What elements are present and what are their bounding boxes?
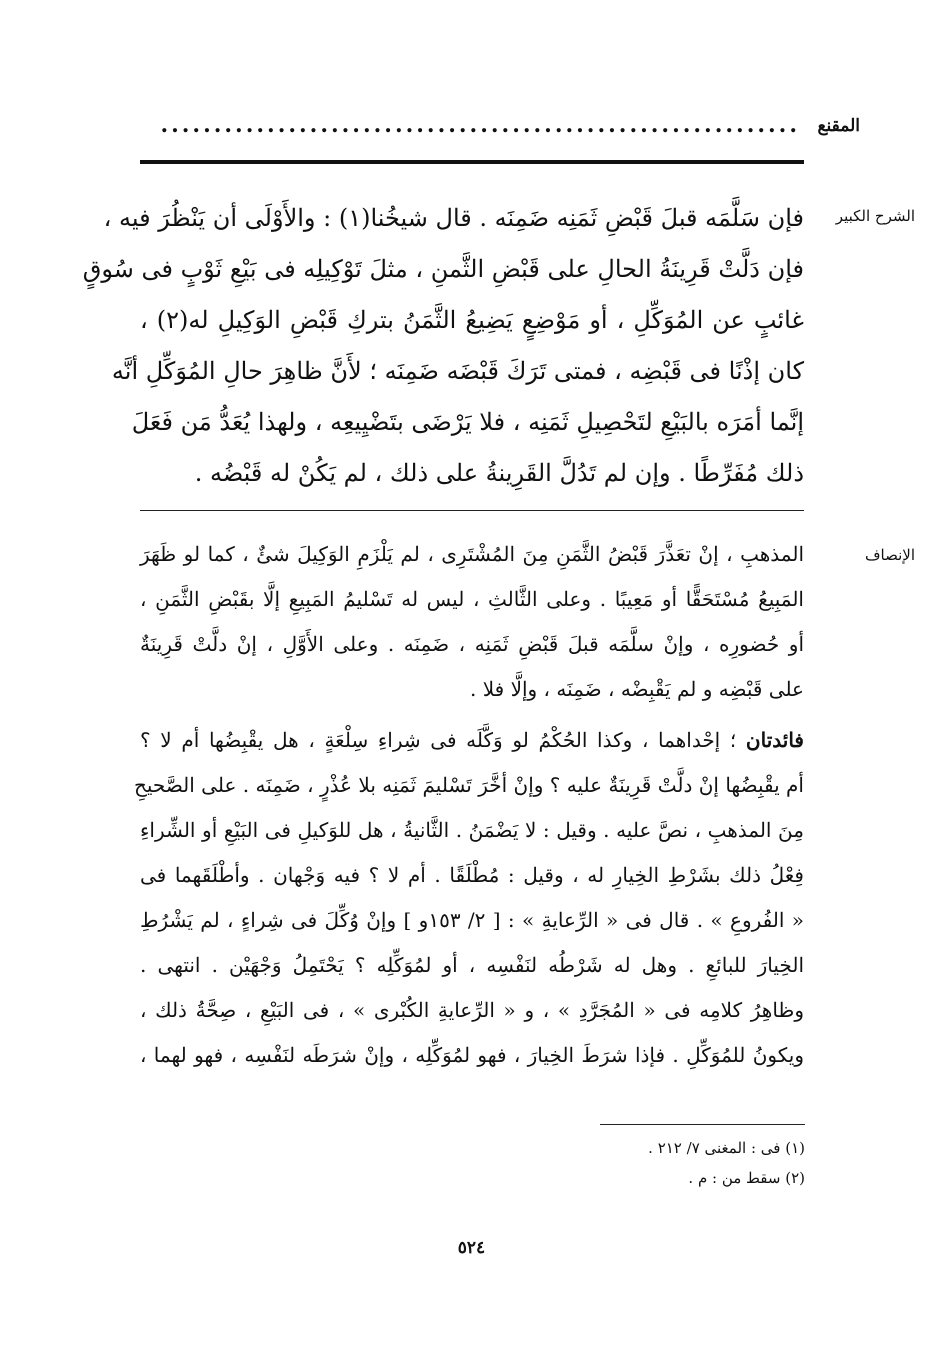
footnote: (١) فى : المغنى ٧/ ٢١٢ . — [648, 1139, 805, 1157]
insaf-line: مِنَ المذهبِ ، نصَّ عليه . وقيل : لا يَضْمَنُ . الثَّانيةُ ، هل للوَكيلِ فى البَيْعِ أو الشِّراءِ — [140, 818, 804, 842]
insaf-line: أو حُضورِه ، وإنْ سلَّمَه قبلَ قَبْضِ ثَمَنِه ، ضَمِنَه . وعلى الأَوَّلِ ، إنْ دلَّتْ قَرِينَةٌ — [140, 632, 804, 656]
insaf-line: على قَبْضِه و لم يَقْبِضْه ، ضَمِنَه ، وإلَّا فلا . — [470, 677, 804, 701]
insaf-line: أم يقْبِضُها إنْ دلَّتْ قَرِينَةٌ عليه ؟ وإنْ أخَّرَ تَسْليمَ ثَمَنِه بلا عُذْرٍ ، ضَمِنَه . على الصَّحيحِ — [133, 773, 804, 797]
section-divider — [140, 510, 804, 511]
section-label-sharh: الشرح الكبير — [835, 207, 915, 225]
section-label-insaf: الإنصاف — [864, 546, 915, 564]
insaf-line: الخِيارَ للبائعِ . وهل له شَرْطُه لنَفْسِه ، أو لمُوَكِّلِه ؟ يَحْتَمِلُ وَجْهَيْن . انتهى . — [140, 953, 804, 977]
footnote: (٢) سقط من : م . — [688, 1169, 805, 1187]
page-number: ٥٢٤ — [457, 1238, 486, 1258]
insaf-line: المذهبِ ، إنْ تعَذَّرَ قَبْضُ الثَّمَنِ مِنَ المُشْتَرِى ، لم يَلْزَمِ الوَكِيلَ شئٌ ، كما لو ظَهَرَ — [140, 542, 804, 566]
sharh-line: إنَّما أمَرَه بالبَيْعِ لتَحْصِيلِ ثَمَنِه ، فلا يَرْضَى بتَضْيِيعِه ، ولهذا يُعَدُّ مَن فَعَلَ — [131, 408, 804, 436]
footnote-rule — [600, 1124, 805, 1125]
sharh-line: ذلك مُفَرِّطًا . وإن لم تَدُلَّ القَرِينةُ على ذلك ، لم يَكُنْ له قَبْضُه . — [194, 459, 804, 487]
sharh-line: فإن دَلَّتْ قَرِينَةُ الحالِ على قَبْضِ الثَّمنِ ، مثلَ تَوْكِيلِه فى بَيْعِ ثَوْبٍ فى سُوقٍ — [82, 255, 804, 283]
sharh-text-block — [82, 193, 804, 499]
insaf-line: المَبِيعُ مُسْتَحَقًّا أو مَعِيبًا . وعلى الثَّالثِ ، ليس له تَسْليمُ المَبِيعِ إلَّا بقَبْضِ الثَّمَنِ ، — [140, 587, 804, 611]
insaf-paragraph-first-line — [140, 718, 804, 763]
insaf-line: « الفُروعِ » . قال فى « الرِّعايةِ » : [ ٢/ ١٥٣و ] وإنْ وُكِّلَ فى شِراءٍ ، لم يَشْرُطِ — [140, 908, 804, 932]
header-dotted-leader: ............................................................ — [160, 112, 800, 138]
running-header — [140, 112, 860, 148]
insaf-text-block — [133, 532, 804, 1078]
insaf-line-text: ؛ إحْداهما ، وكذا الحُكْمُ لو وَكَّلَه فى شِراءِ سِلْعَةٍ ، هل يقْبِضُها أم لا ؟ — [140, 728, 746, 752]
benefits-heading: فائدتان — [745, 728, 804, 752]
insaf-line: وظاهِرُ كلامِه فى « المُجَرَّدِ » ، و « الرِّعايةِ الكُبْرى » ، فى البَيْعِ ، صِحَّةُ ذلك ، — [140, 998, 804, 1022]
sharh-line: فإن سَلَّمَه قبلَ قَبْضِ ثَمَنِه ضَمِنَه . قال شيخُنا(١) : والأَوْلَى أن يَنْظُرَ فيه ، — [103, 204, 804, 232]
insaf-line: ويكونُ للمُوَكِّلِ . فإذا شرَطَ الخِيارَ ، فهو لمُوَكِّلِه ، وإنْ شرَطَه لنَفْسِه ، فهو لهما ، — [140, 1043, 804, 1067]
footnotes — [648, 1133, 805, 1193]
header-title: المقنع — [817, 116, 860, 136]
header-rule — [140, 160, 804, 164]
insaf-line: فِعْلُ ذلك بشَرْطِ الخِيارِ له ، وقيل : مُطْلَقًا . أم لا ؟ فيه وَجْهان . وأطْلَقَهما فى — [140, 863, 804, 887]
sharh-line: كان إذْنًا فى قَبْضِه ، فمتى تَرَكَ قَبْضَه ضَمِنَه ؛ لأَنَّ ظاهِرَ حالِ المُوَكِّلِ أنَّه — [111, 357, 804, 385]
sharh-line: غائبٍ عن المُوَكِّلِ ، أو مَوْضِعٍ يَضِيعُ الثَّمَنُ بتركِ قَبْضِ الوَكِيلِ له(٢) ، — [140, 306, 804, 334]
